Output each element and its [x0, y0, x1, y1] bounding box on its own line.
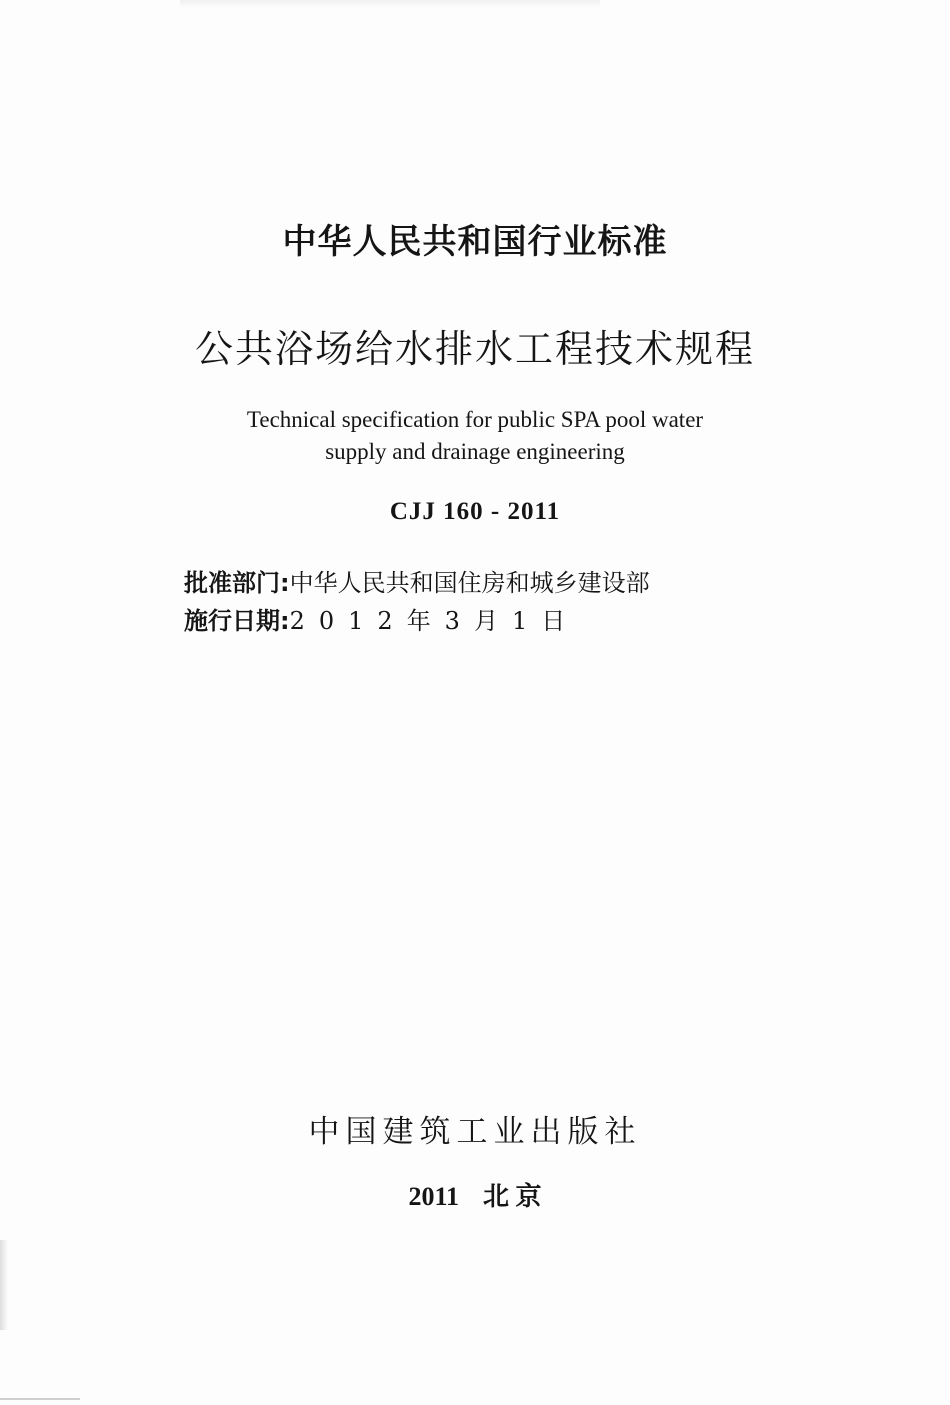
publication-city: 北 京: [483, 1182, 542, 1211]
document-title-en-line-2: supply and drainage engineering: [325, 439, 625, 464]
document-title-en: [0, 404, 950, 468]
document-title-en-line-1: Technical specification for public SPA pool water: [246, 407, 704, 432]
industry-standard-title: 中华人民共和国行业标准: [282, 222, 668, 262]
publication-place-year: [0, 1176, 950, 1213]
effective-date-label: 施行日期:: [184, 607, 290, 635]
approval-value: 中华人民共和国住房和城乡建设部: [289, 569, 650, 597]
scan-left-edge: [0, 1240, 8, 1330]
document-metadata: [184, 564, 744, 640]
publisher-name: 中国建筑工业出版社: [308, 1114, 642, 1150]
document-title-cn: 公共浴场给水排水工程技术规程: [194, 327, 755, 371]
approval-row: [184, 564, 744, 602]
effective-date-row: [184, 602, 744, 640]
standard-code: CJJ 160 - 2011: [389, 498, 561, 525]
approval-label: 批准部门:: [184, 569, 290, 597]
publication-year: 2011: [408, 1182, 460, 1211]
scan-top-edge: [180, 0, 600, 8]
scan-bottom-edge: [0, 1398, 80, 1400]
effective-date-value: 2012年3月1日: [289, 607, 580, 635]
